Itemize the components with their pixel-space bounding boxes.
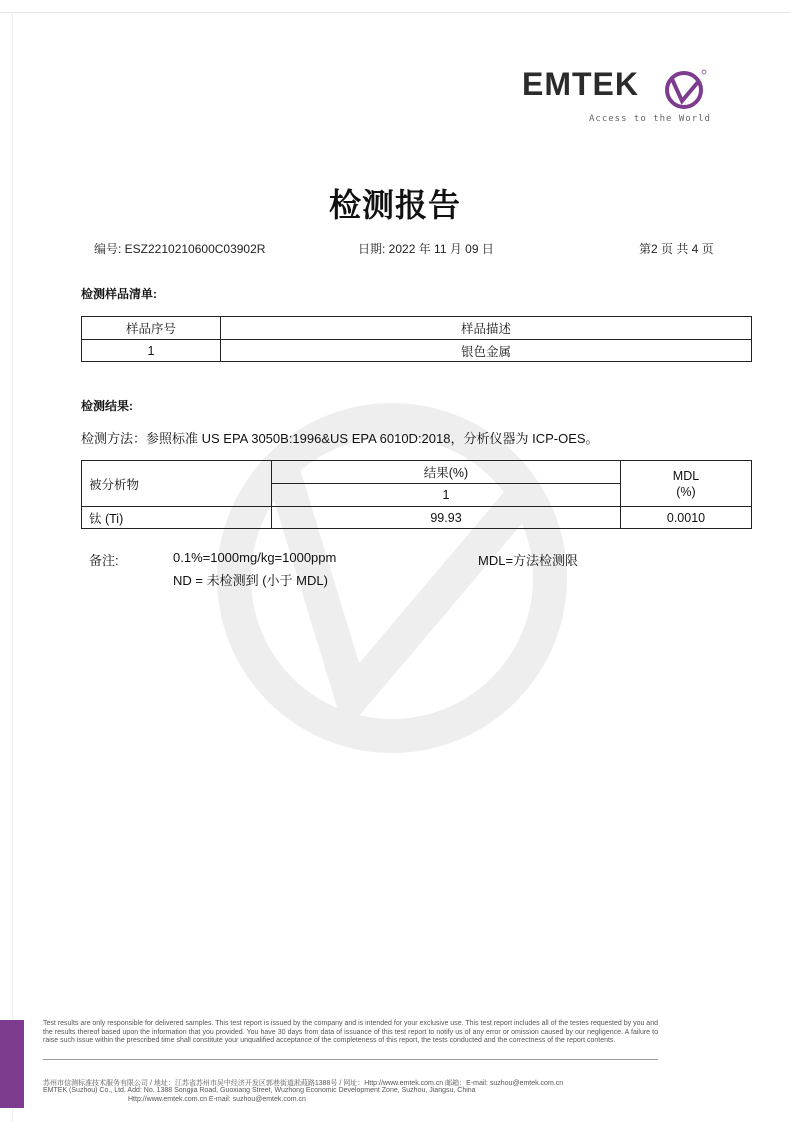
header-sample-no: 样品序号 (82, 317, 221, 340)
page-border (0, 12, 790, 13)
logo-check-icon (662, 68, 708, 112)
analyte-cell: 钛 (Ti) (82, 507, 272, 529)
header-sample-desc: 样品描述 (221, 317, 752, 340)
results-table (81, 460, 752, 529)
logo-wordmark: EMTEK (522, 66, 639, 102)
page-border (12, 12, 13, 1122)
footer-disclaimer: Test results are only responsible for delivered samples. This test report is issued by the company and is intended for your exclusive use. This test report includes all of the testes requested by you and the results thereof based upon the information that you provided. You have 30 days from data of issuance of this test report to notify us of any error or omission caused by our negligence. A failure to raise such issue within the prescribed time shall constitute your unqualified acceptance of the completeness of this report, the tests conducted and the correctness of the report contents. (43, 1020, 658, 1045)
test-method: 检测方法：参照标准 US EPA 3050B:1996&US EPA 6010D:2018，分析仪器为 ICP-OES。 (81, 431, 599, 446)
table-header-row (82, 461, 752, 484)
footer-contact: Http://www.emtek.com.cn E-mail: suzhou@emtek.com.cn (128, 1096, 306, 1103)
page-number: 第2 页 共 4 页 (639, 242, 714, 256)
table-header-row (82, 317, 752, 340)
note-conversion: 0.1%=1000mg/kg=1000ppm (173, 550, 337, 565)
header-analyte: 被分析物 (82, 461, 272, 507)
header-mdl: MDL (%) (621, 461, 752, 507)
footer-address-cn: 苏州市信测标准技术服务有限公司 / 地址：江苏省苏州市吴中经济开发区郭巷街道淞葭路1388号 / 网址：Http://www.emtek.com.cn 邮箱：E-mail: suzhou@emtek.com.cn (43, 1080, 564, 1087)
note-mdl-definition: MDL=方法检测限 (478, 553, 579, 568)
mdl-cell: 0.0010 (621, 507, 752, 529)
notes-label: 备注: (89, 553, 119, 568)
results-heading: 检测结果: (81, 399, 133, 413)
footer-divider (43, 1059, 658, 1060)
note-nd: ND = 未检测到 (小于 MDL) (173, 573, 328, 588)
header-sample-id: 1 (272, 484, 621, 507)
report-title: 检测报告 (328, 186, 461, 224)
report-number: 编号: ESZ2210210600C03902R (94, 242, 266, 256)
header-result: 结果(%) (272, 461, 621, 484)
table-row (82, 340, 752, 362)
sample-list-heading: 检测样品清单: (81, 287, 157, 301)
table-row (82, 507, 752, 529)
sample-no-cell: 1 (82, 340, 221, 362)
footer-address-en: EMTEK (Suzhou) Co., Ltd. Add: No. 1388 Songjia Road, Guoxiang Street, Wuzhong Economic Development Zone, Suzhou, Jiangsu, China (43, 1087, 476, 1094)
footer-accent-bar (0, 1020, 24, 1108)
sample-desc-cell: 银色金属 (221, 340, 752, 362)
result-cell: 99.93 (272, 507, 621, 529)
report-date: 日期: 2022 年 11 月 09 日 (358, 242, 494, 256)
sample-table (81, 316, 752, 362)
company-logo (520, 66, 720, 126)
logo-tagline: Access to the World (589, 114, 711, 124)
